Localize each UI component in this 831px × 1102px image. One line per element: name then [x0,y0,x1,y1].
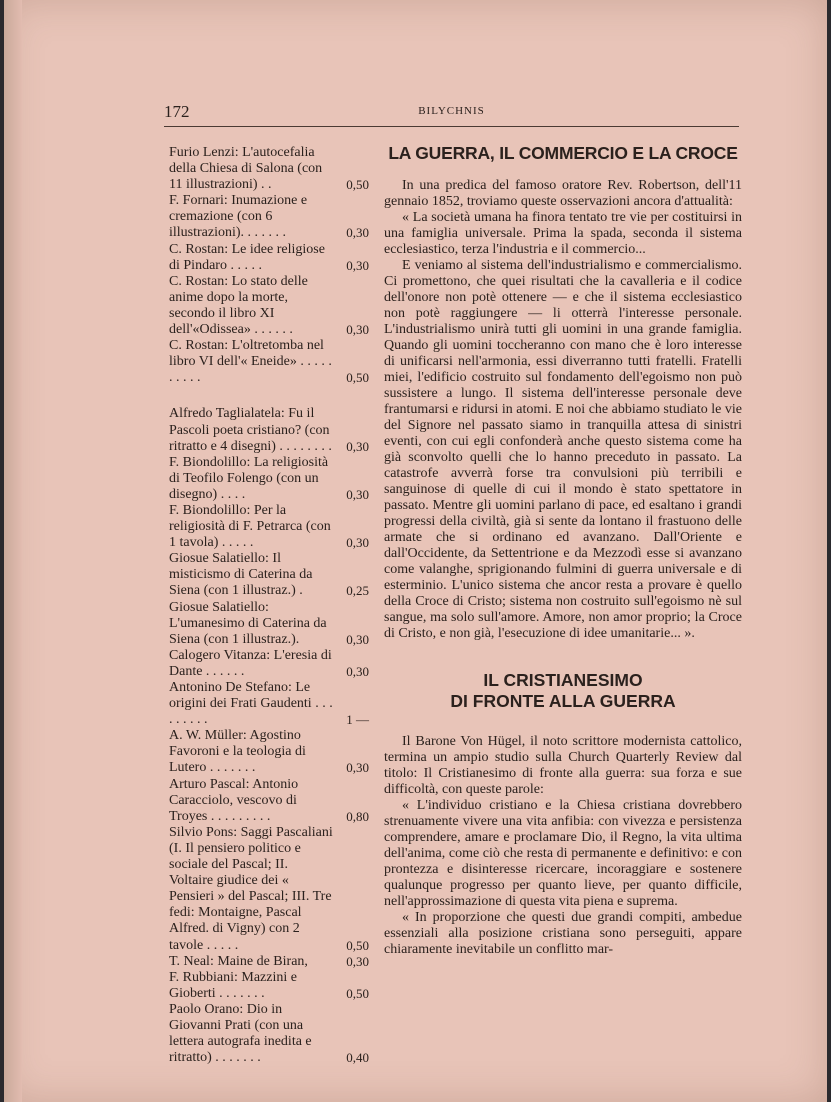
publication-list [169,145,369,1066]
publication-entry-text: Paolo Orano: Dio in Giovanni Prati (con una lettera autografa inedita e ritratto) . . . . . . . [169,1001,312,1066]
publication-entry-price: 0,50 [346,370,369,386]
publication-entry [169,648,369,680]
publication-entry-price: 0,30 [346,663,369,679]
publication-entry-price: 0,30 [346,486,369,502]
page-binding-edge [4,0,22,1102]
publication-entry [169,145,369,193]
article-title-2-line-2: DI FRONTE ALLA GUERRA [450,691,676,711]
publication-entry [169,503,369,551]
publication-list-group-1 [169,145,369,386]
publication-entry [169,242,369,274]
article-paragraph: « La società umana ha finora tentato tre vie per costituirsi in una famiglia universale. Prima la spada, seconda il sistema ecclesiastico, terza l'industria e il commercio... [384,210,742,257]
running-title: BILYCHNIS [418,105,485,117]
article-paragraph: In una predica del famoso oratore Rev. Robertson, dell'11 gennaio 1852, troviamo queste osservazioni ancora d'attualità: [384,178,742,209]
publication-entry-price: 0,25 [346,583,369,599]
publication-entry [169,551,369,599]
publication-entry [169,777,369,825]
publication-entry [169,274,369,338]
publication-entry-price: 0,30 [346,225,369,241]
publication-entry [169,728,369,776]
publication-entry [169,338,369,386]
publication-entry-text: Furio Lenzi: L'autocefalia della Chiesa di Salona (con 11 illustrazioni) . . [169,145,323,193]
publication-entry [169,970,369,1002]
publication-entry-text: Giosue Salatiello: L'umanesimo di Caterina da Siena (con 1 illustraz.). [169,599,327,647]
publication-entry-text: Antonino De Stefano: Le origini dei Frati Gaudenti . . . . . . . . . [169,680,333,728]
article-paragraph: Il Barone Von Hügel, il noto scrittore modernista cattolico, termina un ampio studio sulla Church Quarterly Review dal titolo: Il Cristianesimo di fronte alla guerra: sua forza e sue difficoltà, con queste parole: [384,734,742,797]
publication-entry [169,193,369,241]
article-paragraph: « In proporzione che questi due grandi compiti, ambedue essenziali alla posizione cristiana sono perseguiti, appare chiaramente inevitabile un conflitto mar- [384,910,742,957]
publication-entry-price: 0,30 [346,631,369,647]
publication-entry-price: 0,30 [346,953,369,969]
publication-entry-text: Calogero Vitanza: L'eresia di Dante . . . . . . [169,647,332,679]
publication-entry-price: 0,50 [346,937,369,953]
publication-entry-text: C. Rostan: Le idee religiose di Pindaro . . . . . [169,241,325,273]
publication-entry-price: 1 — [346,712,369,728]
main-column [384,143,742,958]
publication-entry [169,455,369,503]
book-page [4,0,827,1102]
publication-entry [169,825,369,954]
publication-entry-price: 0,30 [346,760,369,776]
publication-entry [169,406,369,454]
publication-entry [169,1002,369,1066]
article-title-2 [384,670,742,712]
publication-entry [169,600,369,648]
publication-entry-price: 0,30 [346,257,369,273]
article-paragraph: « L'individuo cristiano e la Chiesa cristiana dovrebbero strenuamente vivere una vita anfibia: con vivezza e persistenza comprendere, amare e proclamare Dio, il Regno, la vita ultima dell'anima, come ciò che resta di permanente e definitivo: e con prontezza e disinteresse ricercare, incoraggiare e sostenere qualunque progresso per quanto lieve, per quanto difficile, nell'approssimazione di questa vita piena e suprema. [384,798,742,909]
publication-entry [169,680,369,728]
publication-entry-price: 0,30 [346,438,369,454]
article-title-2-line-1: IL CRISTIANESIMO [483,670,643,690]
publication-entry-text: C. Rostan: L'oltretomba nel libro VI dell'« Eneide» . . . . . . . . . . [169,338,332,386]
publication-entry-price: 0,80 [346,808,369,824]
publication-entry-text: T. Neal: Maine de Biran, [169,953,308,969]
publication-entry-price: 0,50 [346,177,369,193]
publication-entry-price: 0,30 [346,535,369,551]
publication-entry-text: Silvio Pons: Saggi Pascaliani (I. Il pensiero politico e sociale del Pascal; II. Voltaire giudice dei « Pensieri » del Pascal; III. Tre fedi: Montaigne, Pascal Alfred. di Vigny) con 2 tavole . . . . . [169,824,333,953]
article-title: LA GUERRA, IL COMMERCIO E LA CROCE [388,143,738,163]
list-gap [169,386,369,406]
publication-entry-price: 0,40 [346,1050,369,1066]
publication-entry-text: Alfredo Taglialatela: Fu il Pascoli poeta cristiano? (con ritratto e 4 disegni) . . . . . . . . [169,406,332,454]
publication-entry-text: F. Biondolillo: Per la religiosità di F. Petrarca (con 1 tavola) . . . . . [169,502,331,551]
article-paragraph: E veniamo al sistema dell'industrialismo e commercialismo. Ci promettono, che quei risultati che la cavalleria e il codice dell'onore non potè ottenere — e che il sistema ecclesiastico non potè raggiungere — li otterrà l'interesse personale. L'industrialismo unirà tutti gli uomini in una grande famiglia. Quando gli uomini toccheranno con mano che è loro interesse di unificarsi nell'armonia, essi diverranno tutti fratelli. Fratelli miei, l'edificio costruito sul fondamento dell'egoismo non può sussistere a lungo. Il sistema dell'interesse personale deve frantumarsi e ridursi in atomi. E noi che abbiamo studiato le vie del Signore nel passato siamo in tranquilla attesa di sinistri eventi, con cui egli confonderà anche questo sistema come ha già sconvolto quelli che lo hanno preceduto in passato. La catastrofe avverrà forse tra convulsioni più terribili e sanguinose di quelle di cui il mondo è stato spettatore in passato. Mentre gli uomini parlano di pace, ed esaltano i grandi progressi della civiltà, già si sente da lontano il frastuono delle armate che si ordinano ed avanzano. Dall'Oriente e dall'Occidente, da Settentrione e da Mezzodì esse si avanzano come valanghe, sprigionando fulmini di guerra universale e di esterminio. L'unico sistema che ancor resta a provare è quello della Croce di Cristo; sistema non costruito sull'egoismo nè sul sangue, ma solo sull'amore. Amore, non amor proprio; la Croce di Cristo, e non già, l'esecuzione di idee umanitarie... ». [384,258,742,641]
publication-entry-text: C. Rostan: Lo stato delle anime dopo la morte, secondo il libro XI dell'«Odissea» . . . . . . [169,273,308,338]
publication-entry-text: F. Biondolillo: La religiosità di Teofilo Folengo (con un disegno) . . . . [169,454,329,502]
publication-entry-text: F. Fornari: Inumazione e cremazione (con 6 illustrazioni). . . . . . . [169,193,308,241]
publication-entry-price: 0,50 [346,985,369,1001]
page-header [164,102,739,127]
publication-entry-text: A. W. Müller: Agostino Favoroni e la teologia di Lutero . . . . . . . [169,728,306,776]
publication-entry-text: F. Rubbiani: Mazzini e Gioberti . . . . . . . [169,969,297,1001]
publication-list-group-2 [169,406,369,1066]
publication-entry-price: 0,30 [346,322,369,338]
page-number: 172 [164,102,190,121]
publication-entry [169,954,369,970]
publication-entry-text: Giosue Salatiello: Il misticismo di Caterina da Siena (con 1 illustraz.) . [169,551,313,599]
publication-entry-text: Arturo Pascal: Antonio Caracciolo, vescovo di Troyes . . . . . . . . . [169,776,299,824]
